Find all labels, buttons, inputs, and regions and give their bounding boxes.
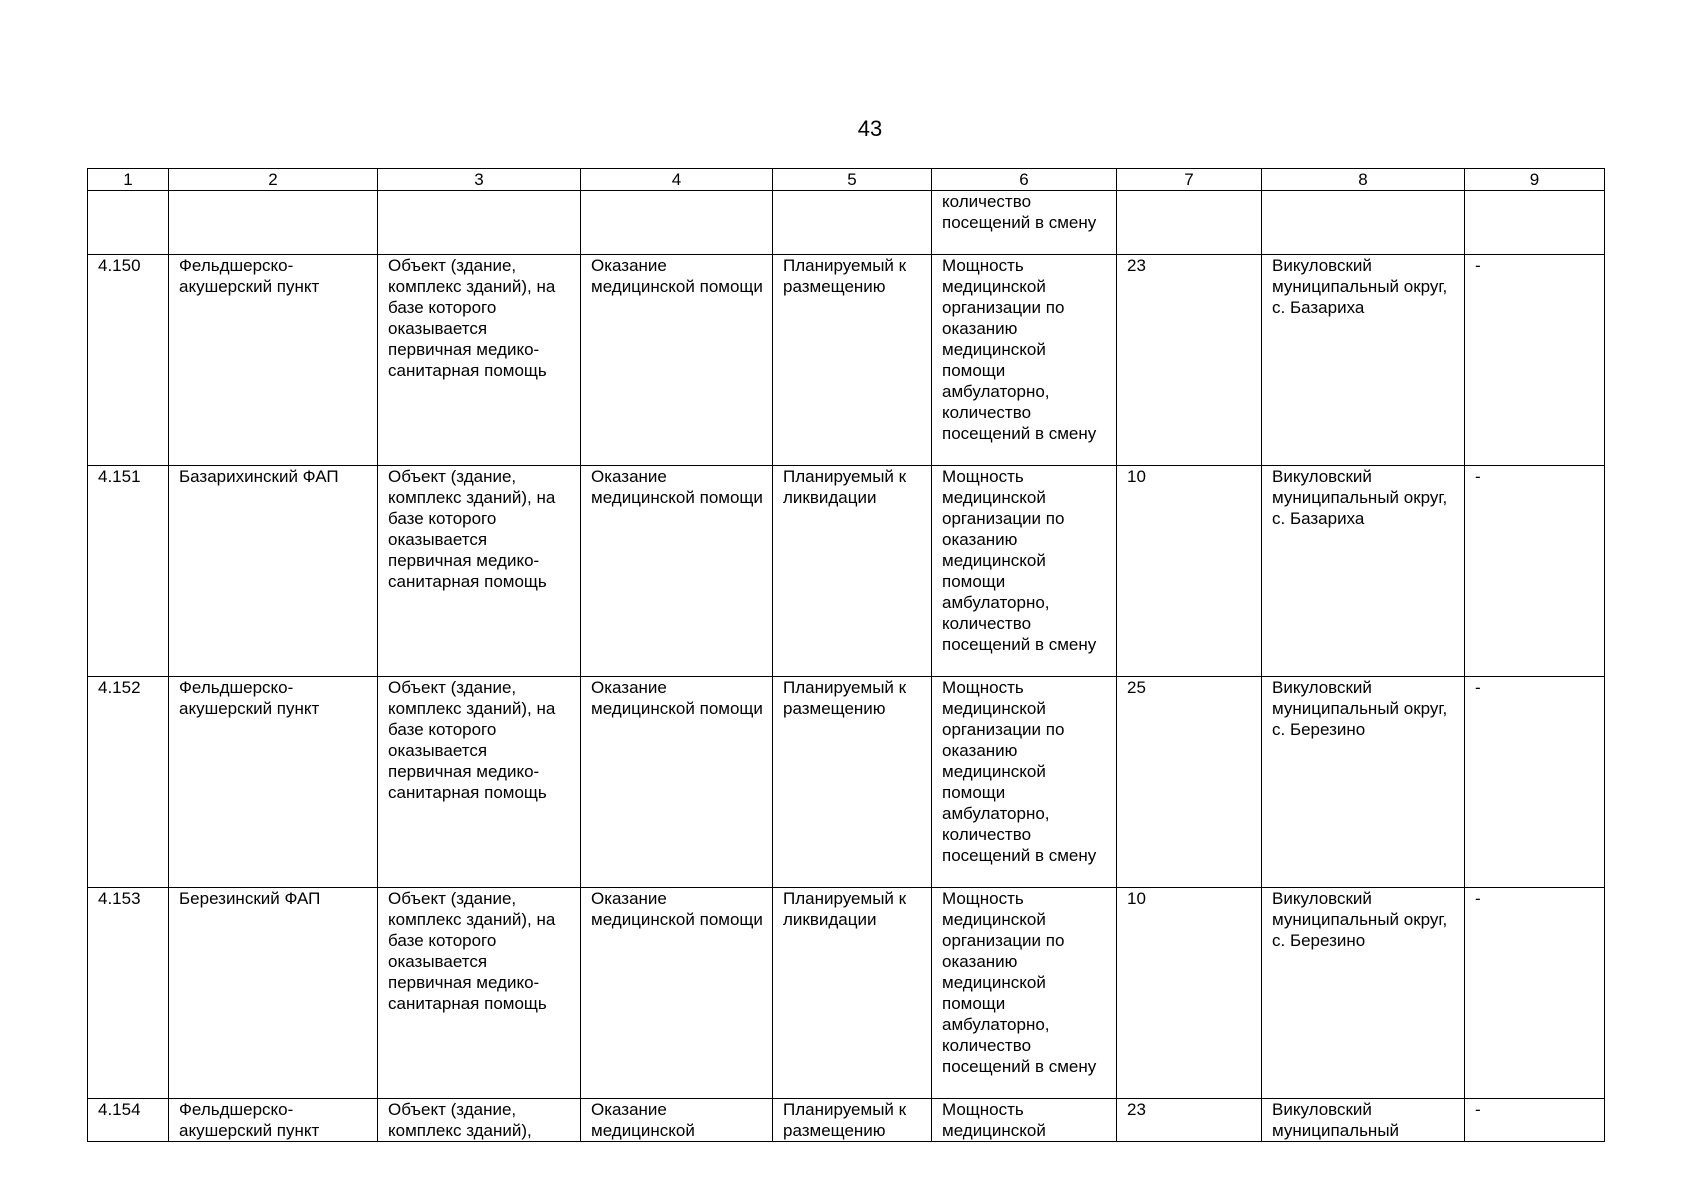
continuation-row: [88, 191, 1605, 255]
column-number-9: 9: [1465, 169, 1605, 191]
cell-type: Объект (здание, комплекс зданий), на базе которого оказывается первичная медико-санитарная помощь: [378, 677, 581, 888]
cell-type: [378, 191, 581, 255]
cell-value: 25: [1117, 677, 1262, 888]
column-number-2: 2: [169, 169, 378, 191]
cell-purpose: Оказание медицинской помощи: [581, 466, 773, 677]
cell-number: 4.154: [88, 1099, 169, 1142]
cell-extra: -: [1465, 677, 1605, 888]
cell-name: Базарихинский ФАП: [169, 466, 378, 677]
cell-name: [169, 191, 378, 255]
cell-name: Фельдшерско-акушерский пункт: [169, 677, 378, 888]
cell-name: Фельдшерско-акушерский пункт: [169, 1099, 378, 1142]
cell-value: 23: [1117, 255, 1262, 466]
cell-extra: -: [1465, 1099, 1605, 1142]
cell-number: [88, 191, 169, 255]
cell-location: [1262, 191, 1465, 255]
table-row: [88, 1099, 1605, 1142]
cell-name: Фельдшерско-акушерский пункт: [169, 255, 378, 466]
cell-status: Планируемый к размещению: [773, 1099, 932, 1142]
cell-number: 4.150: [88, 255, 169, 466]
cell-metric: Мощность медицинской: [932, 1099, 1117, 1142]
cell-extra: -: [1465, 255, 1605, 466]
column-number-7: 7: [1117, 169, 1262, 191]
cell-location: Викуловский муниципальный округ, с. Базариха: [1262, 466, 1465, 677]
cell-extra: [1465, 191, 1605, 255]
cell-status: Планируемый к ликвидации: [773, 466, 932, 677]
cell-number: 4.151: [88, 466, 169, 677]
cell-purpose: Оказание медицинской: [581, 1099, 773, 1142]
cell-type: Объект (здание, комплекс зданий), на базе которого оказывается первичная медико-санитарная помощь: [378, 888, 581, 1099]
cell-extra: -: [1465, 466, 1605, 677]
cell-value: 23: [1117, 1099, 1262, 1142]
registry-table: [87, 168, 1605, 1142]
cell-purpose: Оказание медицинской помощи: [581, 888, 773, 1099]
cell-location: Викуловский муниципальный округ, с. Березино: [1262, 888, 1465, 1099]
column-number-3: 3: [378, 169, 581, 191]
cell-value: 10: [1117, 466, 1262, 677]
cell-number: 4.152: [88, 677, 169, 888]
cell-type: Объект (здание, комплекс зданий),: [378, 1099, 581, 1142]
table-row: [88, 677, 1605, 888]
column-number-6: 6: [932, 169, 1117, 191]
column-number-8: 8: [1262, 169, 1465, 191]
cell-metric: Мощность медицинской организации по оказанию медицинской помощи амбулаторно, количество посещений в смену: [932, 888, 1117, 1099]
cell-purpose: Оказание медицинской помощи: [581, 677, 773, 888]
cell-status: Планируемый к ликвидации: [773, 888, 932, 1099]
cell-number: 4.153: [88, 888, 169, 1099]
cell-location: Викуловский муниципальный округ, с. Березино: [1262, 677, 1465, 888]
cell-metric: количество посещений в смену: [932, 191, 1117, 255]
column-number-4: 4: [581, 169, 773, 191]
cell-extra: -: [1465, 888, 1605, 1099]
cell-value: 10: [1117, 888, 1262, 1099]
cell-status: Планируемый к размещению: [773, 677, 932, 888]
cell-purpose: [581, 191, 773, 255]
cell-metric: Мощность медицинской организации по оказанию медицинской помощи амбулаторно, количество посещений в смену: [932, 255, 1117, 466]
cell-type: Объект (здание, комплекс зданий), на базе которого оказывается первичная медико-санитарная помощь: [378, 255, 581, 466]
cell-purpose: Оказание медицинской помощи: [581, 255, 773, 466]
cell-value: [1117, 191, 1262, 255]
page-number: 43: [857, 116, 883, 141]
cell-status: [773, 191, 932, 255]
column-number-5: 5: [773, 169, 932, 191]
cell-location: Викуловский муниципальный округ, с. Базариха: [1262, 255, 1465, 466]
table-row: [88, 888, 1605, 1099]
column-number-1: 1: [88, 169, 169, 191]
cell-type: Объект (здание, комплекс зданий), на базе которого оказывается первичная медико-санитарная помощь: [378, 466, 581, 677]
cell-metric: Мощность медицинской организации по оказанию медицинской помощи амбулаторно, количество посещений в смену: [932, 466, 1117, 677]
table-row: [88, 255, 1605, 466]
column-number-row: [88, 169, 1605, 191]
cell-location: Викуловский муниципальный: [1262, 1099, 1465, 1142]
cell-metric: Мощность медицинской организации по оказанию медицинской помощи амбулаторно, количество посещений в смену: [932, 677, 1117, 888]
table-row: [88, 466, 1605, 677]
cell-status: Планируемый к размещению: [773, 255, 932, 466]
cell-name: Березинский ФАП: [169, 888, 378, 1099]
